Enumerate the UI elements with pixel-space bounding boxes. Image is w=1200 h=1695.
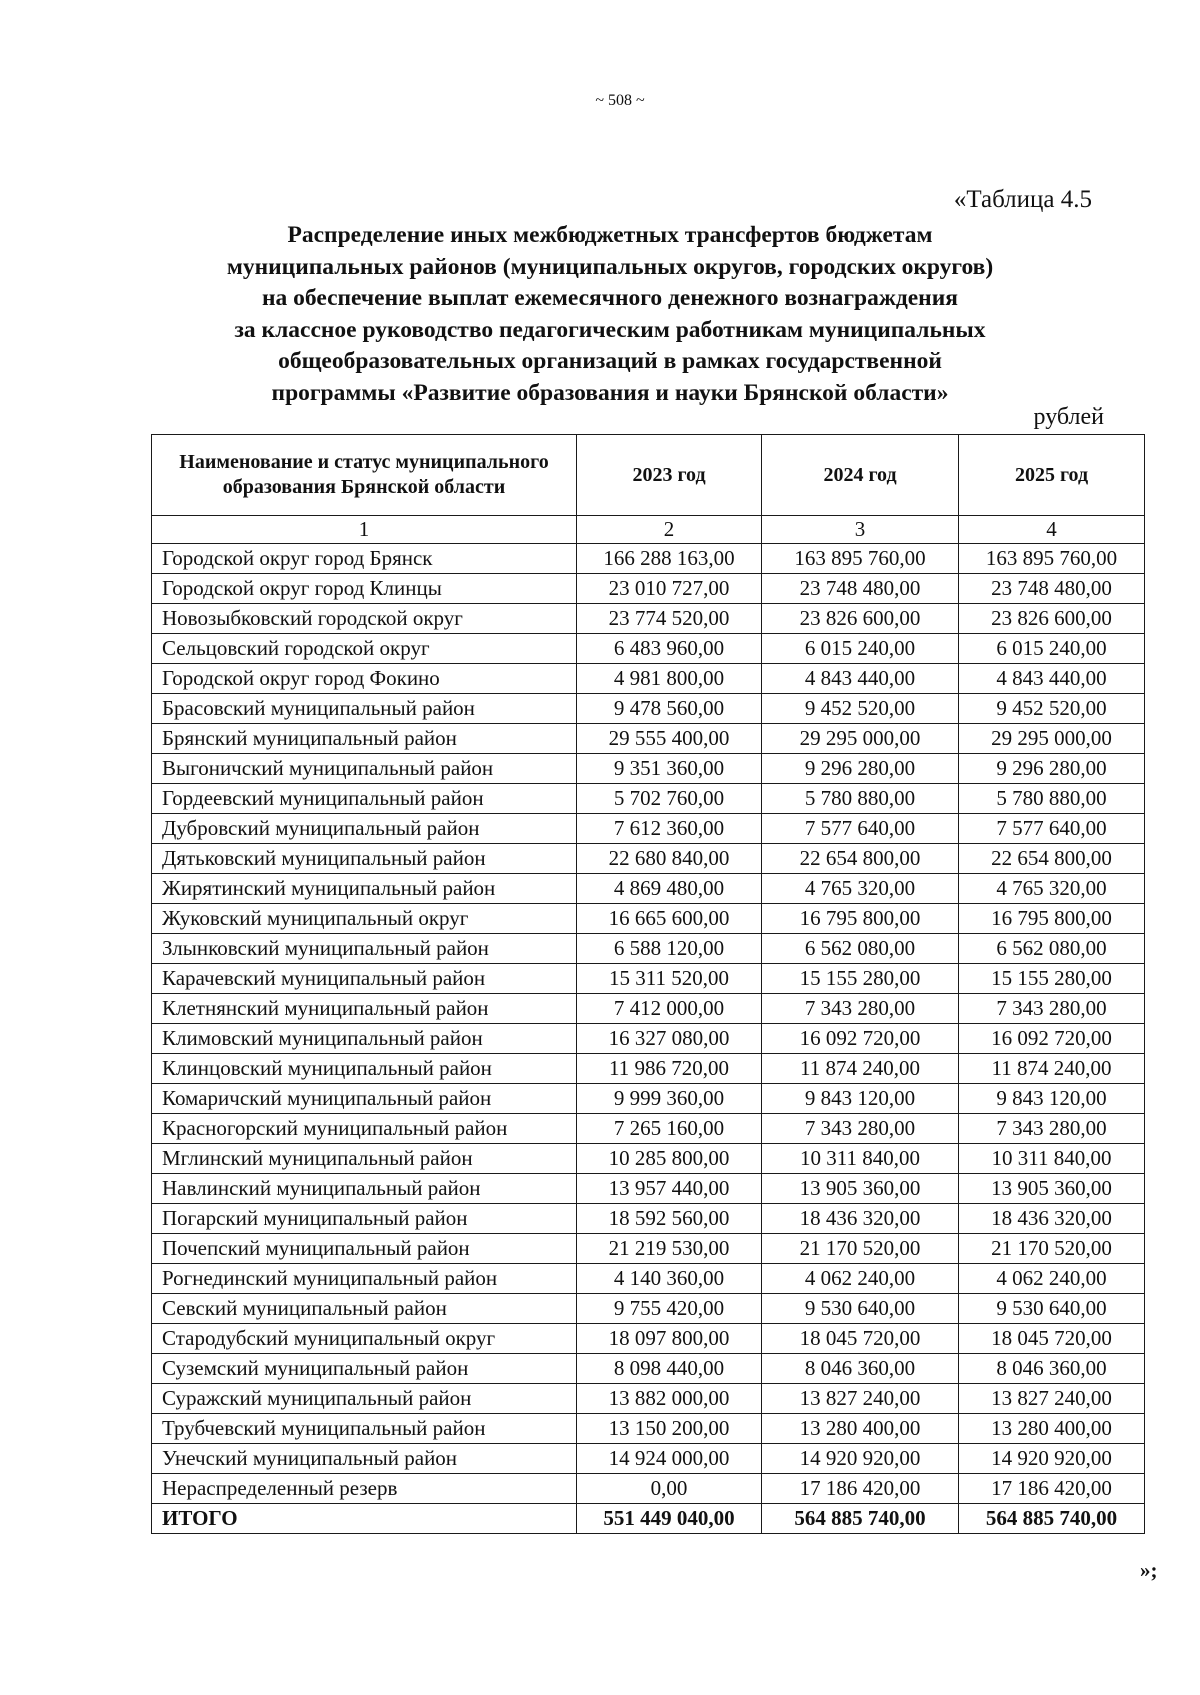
column-number: 3 bbox=[762, 516, 959, 544]
title-line: Распределение иных межбюджетных трансфертов бюджетам bbox=[287, 222, 933, 248]
value-2023: 13 150 200,00 bbox=[577, 1414, 762, 1444]
table-row bbox=[152, 1414, 1145, 1444]
value-2023: 5 702 760,00 bbox=[577, 784, 762, 814]
value-2025: 15 155 280,00 bbox=[959, 964, 1145, 994]
value-2023: 9 478 560,00 bbox=[577, 694, 762, 724]
value-2025: 5 780 880,00 bbox=[959, 784, 1145, 814]
table-row bbox=[152, 1204, 1145, 1234]
value-2024: 9 452 520,00 bbox=[762, 694, 959, 724]
value-2023: 13 957 440,00 bbox=[577, 1174, 762, 1204]
header-name: Наименование и статус муниципального образования Брянской области bbox=[152, 435, 577, 516]
municipality-name: Рогнединский муниципальный район bbox=[152, 1264, 577, 1294]
value-2025: 16 092 720,00 bbox=[959, 1024, 1145, 1054]
total-2024: 564 885 740,00 bbox=[762, 1504, 959, 1534]
value-2023: 21 219 530,00 bbox=[577, 1234, 762, 1264]
table-row bbox=[152, 1444, 1145, 1474]
page-number: ~ 508 ~ bbox=[595, 92, 645, 109]
value-2025: 22 654 800,00 bbox=[959, 844, 1145, 874]
value-2025: 4 062 240,00 bbox=[959, 1264, 1145, 1294]
value-2024: 9 843 120,00 bbox=[762, 1084, 959, 1114]
header-2025: 2025 год bbox=[959, 435, 1145, 516]
value-2025: 9 452 520,00 bbox=[959, 694, 1145, 724]
table-row bbox=[152, 994, 1145, 1024]
municipality-name: Карачевский муниципальный район bbox=[152, 964, 577, 994]
value-2025: 13 827 240,00 bbox=[959, 1384, 1145, 1414]
value-2023: 0,00 bbox=[577, 1474, 762, 1504]
value-2023: 7 612 360,00 bbox=[577, 814, 762, 844]
table-row bbox=[152, 574, 1145, 604]
table-row bbox=[152, 814, 1145, 844]
value-2024: 4 765 320,00 bbox=[762, 874, 959, 904]
table-label: «Таблица 4.5 bbox=[953, 186, 1092, 213]
column-number: 4 bbox=[959, 516, 1145, 544]
municipality-name: Брасовский муниципальный район bbox=[152, 694, 577, 724]
value-2024: 18 436 320,00 bbox=[762, 1204, 959, 1234]
table-row bbox=[152, 1174, 1145, 1204]
table-row bbox=[152, 1354, 1145, 1384]
value-2025: 9 296 280,00 bbox=[959, 754, 1145, 784]
total-2023: 551 449 040,00 bbox=[577, 1504, 762, 1534]
value-2024: 7 343 280,00 bbox=[762, 1114, 959, 1144]
value-2023: 22 680 840,00 bbox=[577, 844, 762, 874]
table-row bbox=[152, 634, 1145, 664]
municipality-name: Почепский муниципальный район bbox=[152, 1234, 577, 1264]
value-2024: 6 015 240,00 bbox=[762, 634, 959, 664]
value-2024: 23 748 480,00 bbox=[762, 574, 959, 604]
closing-quote: »; bbox=[1140, 1558, 1158, 1582]
total-label: ИТОГО bbox=[152, 1504, 577, 1534]
municipality-name: Стародубский муниципальный округ bbox=[152, 1324, 577, 1354]
value-2024: 21 170 520,00 bbox=[762, 1234, 959, 1264]
header-2024: 2024 год bbox=[762, 435, 959, 516]
value-2024: 4 843 440,00 bbox=[762, 664, 959, 694]
table-row bbox=[152, 544, 1145, 574]
municipality-name: Комаричский муниципальный район bbox=[152, 1084, 577, 1114]
total-2025: 564 885 740,00 bbox=[959, 1504, 1145, 1534]
header-row bbox=[152, 435, 1145, 516]
value-2023: 166 288 163,00 bbox=[577, 544, 762, 574]
value-2025: 7 343 280,00 bbox=[959, 994, 1145, 1024]
table-row bbox=[152, 1054, 1145, 1084]
table-row bbox=[152, 694, 1145, 724]
value-2024: 13 827 240,00 bbox=[762, 1384, 959, 1414]
value-2024: 23 826 600,00 bbox=[762, 604, 959, 634]
table-row bbox=[152, 874, 1145, 904]
value-2024: 163 895 760,00 bbox=[762, 544, 959, 574]
municipality-name: Севский муниципальный район bbox=[152, 1294, 577, 1324]
value-2023: 23 010 727,00 bbox=[577, 574, 762, 604]
table-row bbox=[152, 724, 1145, 754]
table-row bbox=[152, 784, 1145, 814]
column-number: 1 bbox=[152, 516, 577, 544]
document-title bbox=[150, 220, 1070, 410]
value-2024: 6 562 080,00 bbox=[762, 934, 959, 964]
value-2024: 22 654 800,00 bbox=[762, 844, 959, 874]
total-row bbox=[152, 1504, 1145, 1534]
municipality-name: Суражский муниципальный район bbox=[152, 1384, 577, 1414]
value-2024: 7 343 280,00 bbox=[762, 994, 959, 1024]
value-2023: 4 140 360,00 bbox=[577, 1264, 762, 1294]
value-2023: 8 098 440,00 bbox=[577, 1354, 762, 1384]
value-2023: 14 924 000,00 bbox=[577, 1444, 762, 1474]
value-2023: 6 588 120,00 bbox=[577, 934, 762, 964]
municipality-name: Брянский муниципальный район bbox=[152, 724, 577, 754]
municipality-name: Унечский муниципальный район bbox=[152, 1444, 577, 1474]
column-number-row bbox=[152, 516, 1145, 544]
value-2024: 10 311 840,00 bbox=[762, 1144, 959, 1174]
title-line: за классное руководство педагогическим работникам муниципальных bbox=[234, 316, 986, 343]
value-2023: 23 774 520,00 bbox=[577, 604, 762, 634]
municipality-name: Городской округ город Брянск bbox=[152, 544, 577, 574]
table-row bbox=[152, 964, 1145, 994]
value-2025: 9 530 640,00 bbox=[959, 1294, 1145, 1324]
title-line: муниципальных районов (муниципальных округов, городских округов) bbox=[226, 253, 994, 280]
value-2025: 6 562 080,00 bbox=[959, 934, 1145, 964]
municipality-name: Дубровский муниципальный район bbox=[152, 814, 577, 844]
table-row bbox=[152, 604, 1145, 634]
value-2023: 9 351 360,00 bbox=[577, 754, 762, 784]
table-row bbox=[152, 1024, 1145, 1054]
title-line: на обеспечение выплат ежемесячного денежного вознаграждения bbox=[262, 285, 958, 312]
value-2024: 8 046 360,00 bbox=[762, 1354, 959, 1384]
value-2025: 7 577 640,00 bbox=[959, 814, 1145, 844]
value-2024: 16 795 800,00 bbox=[762, 904, 959, 934]
value-2024: 13 280 400,00 bbox=[762, 1414, 959, 1444]
value-2025: 163 895 760,00 bbox=[959, 544, 1145, 574]
table-row bbox=[152, 904, 1145, 934]
value-2025: 18 436 320,00 bbox=[959, 1204, 1145, 1234]
municipality-name: Дятьковский муниципальный район bbox=[152, 844, 577, 874]
municipality-name: Суземский муниципальный район bbox=[152, 1354, 577, 1384]
value-2023: 29 555 400,00 bbox=[577, 724, 762, 754]
municipality-name: Сельцовский городской округ bbox=[152, 634, 577, 664]
value-2025: 13 905 360,00 bbox=[959, 1174, 1145, 1204]
value-2023: 7 265 160,00 bbox=[577, 1114, 762, 1144]
value-2023: 4 869 480,00 bbox=[577, 874, 762, 904]
municipality-name: Красногорский муниципальный район bbox=[152, 1114, 577, 1144]
value-2025: 29 295 000,00 bbox=[959, 724, 1145, 754]
municipality-name: Гордеевский муниципальный район bbox=[152, 784, 577, 814]
municipality-name: Клинцовский муниципальный район bbox=[152, 1054, 577, 1084]
municipality-name: Жирятинский муниципальный район bbox=[152, 874, 577, 904]
transfers-table bbox=[151, 434, 1145, 1534]
value-2024: 14 920 920,00 bbox=[762, 1444, 959, 1474]
value-2023: 13 882 000,00 bbox=[577, 1384, 762, 1414]
value-2025: 21 170 520,00 bbox=[959, 1234, 1145, 1264]
value-2025: 4 843 440,00 bbox=[959, 664, 1145, 694]
title-line: общеобразовательных организаций в рамках государственной bbox=[278, 348, 942, 375]
table-row bbox=[152, 1324, 1145, 1354]
value-2025: 6 015 240,00 bbox=[959, 634, 1145, 664]
table-row bbox=[152, 1384, 1145, 1414]
column-number: 2 bbox=[577, 516, 762, 544]
table-row bbox=[152, 934, 1145, 964]
table-row bbox=[152, 1474, 1145, 1504]
value-2024: 16 092 720,00 bbox=[762, 1024, 959, 1054]
municipality-name: Городской округ город Фокино bbox=[152, 664, 577, 694]
value-2025: 16 795 800,00 bbox=[959, 904, 1145, 934]
municipality-name: Навлинский муниципальный район bbox=[152, 1174, 577, 1204]
value-2023: 9 999 360,00 bbox=[577, 1084, 762, 1114]
value-2023: 18 097 800,00 bbox=[577, 1324, 762, 1354]
value-2024: 4 062 240,00 bbox=[762, 1264, 959, 1294]
header-2023: 2023 год bbox=[577, 435, 762, 516]
value-2025: 7 343 280,00 bbox=[959, 1114, 1145, 1144]
municipality-name: Злынковский муниципальный район bbox=[152, 934, 577, 964]
value-2024: 17 186 420,00 bbox=[762, 1474, 959, 1504]
value-2024: 9 530 640,00 bbox=[762, 1294, 959, 1324]
municipality-name: Выгоничский муниципальный район bbox=[152, 754, 577, 784]
municipality-name: Трубчевский муниципальный район bbox=[152, 1414, 577, 1444]
table-row bbox=[152, 1084, 1145, 1114]
table-row bbox=[152, 1234, 1145, 1264]
value-2023: 6 483 960,00 bbox=[577, 634, 762, 664]
value-2023: 15 311 520,00 bbox=[577, 964, 762, 994]
value-2023: 16 665 600,00 bbox=[577, 904, 762, 934]
value-2023: 16 327 080,00 bbox=[577, 1024, 762, 1054]
value-2024: 11 874 240,00 bbox=[762, 1054, 959, 1084]
municipality-name: Городской округ город Клинцы bbox=[152, 574, 577, 604]
value-2025: 14 920 920,00 bbox=[959, 1444, 1145, 1474]
value-2025: 11 874 240,00 bbox=[959, 1054, 1145, 1084]
value-2025: 9 843 120,00 bbox=[959, 1084, 1145, 1114]
table-row bbox=[152, 1264, 1145, 1294]
units-label: рублей bbox=[1033, 404, 1104, 430]
table-row bbox=[152, 1114, 1145, 1144]
municipality-name: Клетнянский муниципальный район bbox=[152, 994, 577, 1024]
table-row bbox=[152, 1144, 1145, 1174]
value-2025: 23 748 480,00 bbox=[959, 574, 1145, 604]
table-row bbox=[152, 754, 1145, 784]
municipality-name: Жуковский муниципальный округ bbox=[152, 904, 577, 934]
table-row bbox=[152, 844, 1145, 874]
value-2025: 8 046 360,00 bbox=[959, 1354, 1145, 1384]
value-2024: 13 905 360,00 bbox=[762, 1174, 959, 1204]
value-2024: 29 295 000,00 bbox=[762, 724, 959, 754]
value-2025: 17 186 420,00 bbox=[959, 1474, 1145, 1504]
value-2023: 4 981 800,00 bbox=[577, 664, 762, 694]
value-2025: 23 826 600,00 bbox=[959, 604, 1145, 634]
value-2023: 11 986 720,00 bbox=[577, 1054, 762, 1084]
table-row bbox=[152, 1294, 1145, 1324]
value-2025: 13 280 400,00 bbox=[959, 1414, 1145, 1444]
value-2025: 4 765 320,00 bbox=[959, 874, 1145, 904]
value-2023: 10 285 800,00 bbox=[577, 1144, 762, 1174]
municipality-name: Погарский муниципальный район bbox=[152, 1204, 577, 1234]
title-line: программы «Развитие образования и науки Брянской области» bbox=[271, 379, 949, 406]
municipality-name: Новозыбковский городской округ bbox=[152, 604, 577, 634]
value-2025: 18 045 720,00 bbox=[959, 1324, 1145, 1354]
municipality-name: Климовский муниципальный район bbox=[152, 1024, 577, 1054]
value-2024: 9 296 280,00 bbox=[762, 754, 959, 784]
table-body bbox=[152, 544, 1145, 1504]
value-2024: 5 780 880,00 bbox=[762, 784, 959, 814]
table-row bbox=[152, 664, 1145, 694]
value-2023: 9 755 420,00 bbox=[577, 1294, 762, 1324]
value-2023: 18 592 560,00 bbox=[577, 1204, 762, 1234]
value-2023: 7 412 000,00 bbox=[577, 994, 762, 1024]
municipality-name: Мглинский муниципальный район bbox=[152, 1144, 577, 1174]
value-2024: 18 045 720,00 bbox=[762, 1324, 959, 1354]
municipality-name: Нераспределенный резерв bbox=[152, 1474, 577, 1504]
value-2024: 7 577 640,00 bbox=[762, 814, 959, 844]
value-2025: 10 311 840,00 bbox=[959, 1144, 1145, 1174]
value-2024: 15 155 280,00 bbox=[762, 964, 959, 994]
